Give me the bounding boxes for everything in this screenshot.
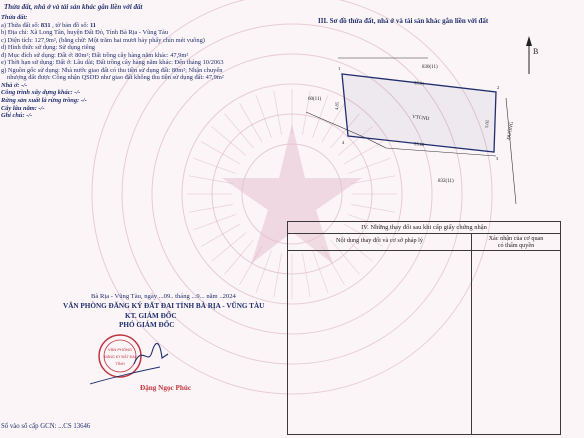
director-label: KT. GIÁM ĐỐC [125,312,177,320]
column-header-confirmation: Xác nhận của cơ quan có thẩm quyền [488,235,544,249]
parcel-label: VTCND [411,115,430,123]
watermark-ray [193,215,235,230]
origin-2: nhượng đất được Công nhận QSDĐ như giao đất không thu tiền sử dụng đất: 47,9m² [7,74,224,82]
svg-text:TỈNH: TỈNH [115,361,125,366]
watermark-ray [193,158,235,173]
area: c) Diện tích: 127,9m², (bằng chữ: Một trăm hai mươi bảy phẩy chín mét vuông) [1,36,205,44]
watermark-ray [189,204,233,212]
usage-term: e) Thời hạn sử dụng: Đất ở: Lâu dài; Đất trồng cây hàng năm khác: Đến tháng 10/2063 [1,59,224,67]
forest: Rừng sản xuất là rừng trồng: -/- [1,97,87,105]
watermark-ray [212,233,246,262]
header-left: Thửa đất, nhà ở và tài sản khác gắn liền với đất [4,3,143,11]
house: Nhà ở: -/- [1,81,28,89]
neighbor-830: 830(11) [422,65,438,70]
address: b) Địa chỉ: Xã Long Tân, huyện Đất Đỏ, Tỉnh Bà Rịa - Vũng Tàu [1,29,169,37]
point-3: 3 [496,156,499,161]
dim-right: 5.02 [484,119,490,129]
watermark-ray [212,127,246,156]
usage-form: d) Hình thức sử dụng: Sử dụng riêng [1,44,95,52]
watermark-ray [201,224,240,247]
construction: Công trình xây dựng khác: -/- [1,89,81,97]
column-divider [471,233,472,434]
signer-name: Đặng Ngọc Phúc [140,384,192,392]
header-rule [288,250,560,251]
svg-text:VĂN PHÒNG: VĂN PHÒNG [107,347,133,352]
usage-purpose: đ) Mục đích sử dụng: Đất ở: 80m²; Đất trồng cây hàng năm khác: 47,9m² [1,51,189,59]
parcel-diagram [296,34,584,212]
neighbor-60: 60(11) [308,97,322,102]
point-1: 1 [338,66,341,71]
watermark-ray [274,253,282,297]
neighbor-832: 832(11) [438,179,454,184]
point-2: 2 [497,85,500,90]
issuing-office: VĂN PHÒNG ĐĂNG KÝ ĐẤT ĐAI TỈNH BÀ RỊA - VŨNG TÀU [63,302,265,310]
trees: Cây lâu năm: -/- [1,104,45,112]
sign-date: Bà Rịa - Vũng Tàu, ngày ...09.. tháng ...9... năm ..2024 [91,293,236,300]
certificate-serial: Số vào sổ cấp GCN: ...CS 13646 [1,423,91,430]
header-right: III. Sơ đồ thửa đất, nhà ở và tài sản khác gắn liền với đất [318,17,489,25]
north-arrow-icon [526,36,532,74]
notes: Ghi chú: -/- [1,112,33,120]
section-land: Thửa đất: [1,14,28,21]
watermark-ray [256,95,271,137]
land-info [1,14,224,120]
dim-left: 4.85 [334,101,340,111]
road-edge [506,98,516,204]
deputy-director-label: PHÓ GIÁM ĐỐC [119,321,175,329]
parcel-shape [342,74,496,152]
changes-title: IV. Những thay đổi sau khi cấp giấy chứng nhận [288,222,560,234]
watermark-ray [240,103,263,142]
dim-top: 25.91 [413,80,425,87]
watermark-ray [274,91,282,135]
parcel-number: a) Thửa đất số: 831 , tờ bản đồ số: 11 [1,21,97,29]
seal-icon [99,335,141,377]
road-label: ĐƯỜNG [507,121,516,141]
dim-bottom: 25.60 [413,141,425,148]
watermark-ray [225,114,254,148]
watermark-ray [240,246,263,285]
svg-text:ĐĂNG KÝ ĐẤT ĐAI: ĐĂNG KÝ ĐẤT ĐAI [104,355,136,359]
watermark-ray [225,240,254,274]
changes-table [287,221,561,435]
signature-underline [90,367,160,384]
column-header-content: Nội dung thay đổi và cơ sở pháp lý [336,237,423,244]
watermark-ray [201,142,240,165]
north-label: B [533,47,539,56]
official-stamp-and-signature [90,334,190,386]
origin-1: g) Nguồn gốc sử dụng: Nhà nước giao đất có thu tiền sử dụng đất: 80m²; Nhận chuyển [1,66,223,74]
point-4: 4 [342,140,345,145]
